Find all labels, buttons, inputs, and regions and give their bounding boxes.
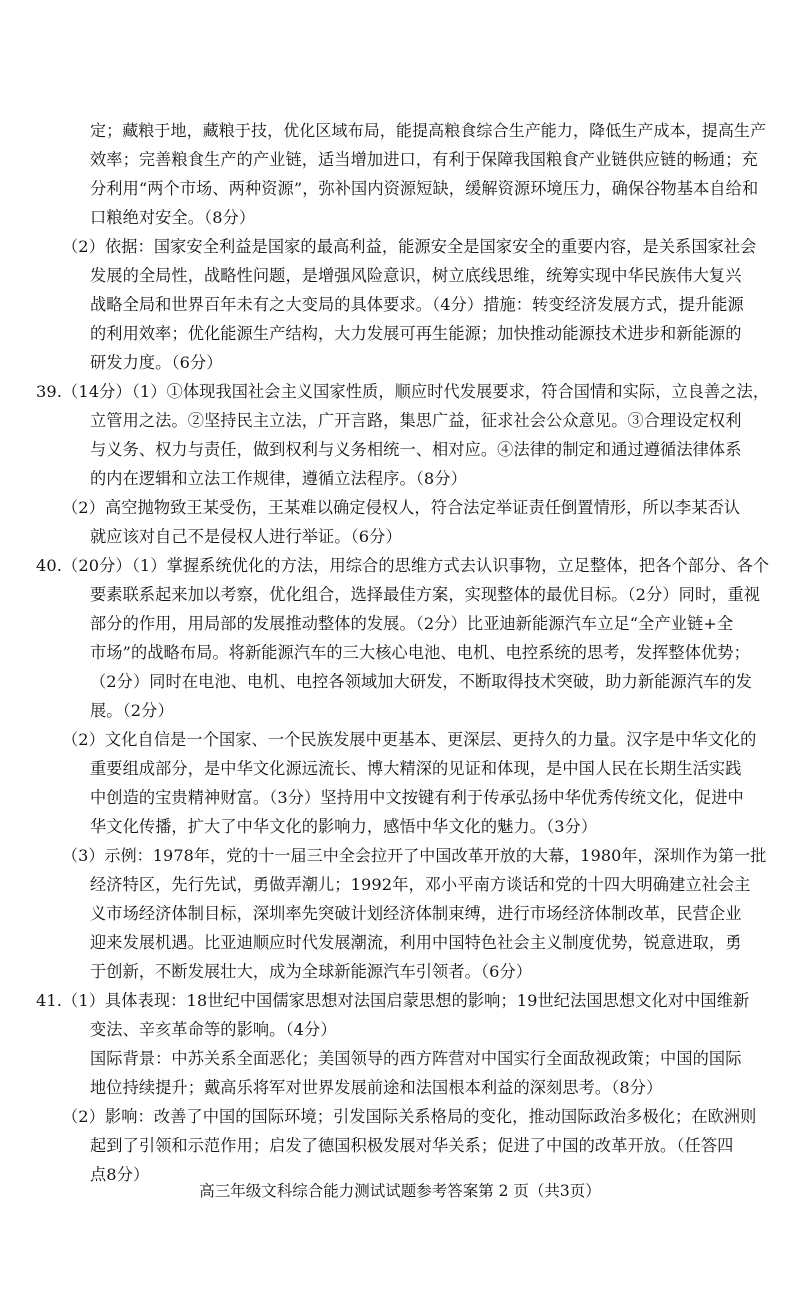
text-line: 定；藏粮于地，藏粮于技，优化区域布局，能提高粮食综合生产能力，降低生产成本，提高生产 bbox=[90, 121, 767, 140]
text-line: 起到了引领和示范作用；启发了德国积极发展对华关系；促进了中国的改革开放。（任答四 bbox=[90, 1136, 734, 1155]
text-line: （2分）同时在电池、电机、电控各领域加大研发，不断取得技术突破，助力新能源汽车的发 bbox=[90, 672, 752, 691]
page-footer: 高三年级文科综合能力测试试题参考答案第 2 页（共3页） bbox=[199, 1182, 601, 1200]
text-line: 中创造的宝贵精神财富。（3分）坚持用中文按键有利于传承弘扬中华优秀传统文化，促进中 bbox=[90, 788, 744, 807]
text-line: 要素联系起来加以考察，优化组合，选择最佳方案，实现整体的最优目标。（2分）同时，重视 bbox=[90, 585, 761, 604]
text-line: （2）依据：国家安全利益是国家的最高利益，能源安全是国家安全的重要内容，是关系国家社会 bbox=[62, 237, 757, 256]
text-line: 地位持续提升；戴高乐将军对世界发展前途和法国根本利益的深刻思考。（8分） bbox=[90, 1078, 663, 1097]
text-line: 立管用之法。②坚持民主立法，广开言路，集思广益，征求社会公众意见。③合理设定权利 bbox=[90, 411, 742, 430]
text-line: 就应该对自己不是侵权人进行举证。（6分） bbox=[90, 527, 402, 546]
text-line: 迎来发展机遇。比亚迪顺应时代发展潮流，利用中国特色社会主义制度优势，锐意进取，勇 bbox=[90, 933, 742, 952]
text-line: 分利用“两个市场、两种资源”，弥补国内资源短缺，缓解资源环境压力，确保谷物基本自给和 bbox=[90, 179, 759, 198]
text-line: 华文化传播，扩大了中华文化的影响力，感悟中华文化的魅力。（3分） bbox=[90, 817, 598, 836]
text-line: 40.（20分）（1）掌握系统优化的方法，用综合的思维方式去认识事物，立足整体，把各个部分、各个 bbox=[36, 556, 770, 575]
text-line: 研发力度。（6分） bbox=[90, 353, 223, 372]
text-line: 41.（1）具体表现：18世纪中国儒家思想对法国启蒙思想的影响；19世纪法国思想文化对中国维新 bbox=[36, 991, 750, 1010]
text-line: 展。（2分） bbox=[90, 701, 174, 720]
text-line: （2）高空抛物致王某受伤，王某难以确定侵权人，符合法定举证责任倒置情形，所以李某否认 bbox=[62, 498, 741, 517]
text-line: 的利用效率；优化能源生产结构，大力发展可再生能源；加快推动能源技术进步和新能源的 bbox=[90, 324, 742, 343]
text-line: （2）影响：改善了中国的国际环境；引发国际关系格局的变化，推动国际政治多极化；在欧洲则 bbox=[62, 1107, 757, 1126]
text-line: 于创新，不断发展壮大，成为全球新能源汽车引领者。（6分） bbox=[90, 962, 533, 981]
text-line: 口粮绝对安全。（8分） bbox=[90, 208, 256, 227]
text-line: 与义务、权力与责任，做到权利与义务相统一、相对应。④法律的制定和通过遵循法律体系 bbox=[90, 440, 742, 459]
text-line: 部分的作用，用局部的发展推动整体的发展。（2分）比亚迪新能源汽车立足“全产业链+全 bbox=[90, 614, 734, 633]
text-line: 市场”的战略布局。将新能源汽车的三大核心电池、电机、电控系统的思考，发挥整体优势； bbox=[90, 643, 750, 662]
text-line: （2）文化自信是一个国家、一个民族发展中更基本、更深层、更持久的力量。汉字是中华文化的 bbox=[62, 730, 757, 749]
text-line: 的内在逻辑和立法工作规律，遵循立法程序。（8分） bbox=[90, 469, 467, 488]
text-line: 变法、辛亥革命等的影响。（4分） bbox=[90, 1020, 337, 1039]
text-line: 国际背景：中苏关系全面恶化；美国领导的西方阵营对中国实行全面敌视政策；中国的国际 bbox=[90, 1049, 742, 1068]
text-line: 战略全局和世界百年未有之大变局的具体要求。（4分）措施：转变经济发展方式，提升能源 bbox=[90, 295, 744, 314]
text-line: 点8分） bbox=[90, 1165, 150, 1184]
text-line: 39.（14分）（1）①体现我国社会主义国家性质，顺应时代发展要求，符合国情和实际，立良善之法， bbox=[36, 382, 770, 401]
text-line: 义市场经济体制目标，深圳率先突破计划经济体制束缚，进行市场经济体制改革，民营企业 bbox=[90, 904, 742, 923]
text-line: （3）示例：1978年，党的十一届三中全会拉开了中国改革开放的大幕，1980年，深圳作为第一批 bbox=[62, 846, 767, 865]
text-line: 重要组成部分，是中华文化源远流长、博大精深的见证和体现，是中国人民在长期生活实践 bbox=[90, 759, 742, 778]
text-line: 效率；完善粮食生产的产业链，适当增加进口，有利于保障我国粮食产业链供应链的畅通；充 bbox=[90, 150, 758, 169]
text-line: 发展的全局性，战略性问题，是增强风险意识，树立底线思维，统筹实现中华民族伟大复兴 bbox=[90, 266, 742, 285]
text-line: 经济特区，先行先试，勇做弄潮儿；1992年，邓小平南方谈话和党的十四大明确建立社会主 bbox=[90, 875, 751, 894]
